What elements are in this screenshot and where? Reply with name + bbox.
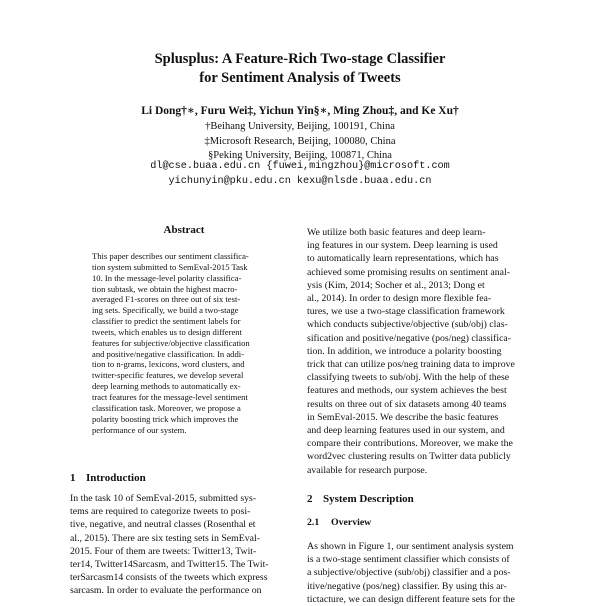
intro-line: al., 2015). There are six testing sets in SemEval-	[70, 532, 260, 544]
paragraph-line: ysis (Kim, 2014; Socher et al., 2013; Dong et	[307, 279, 485, 291]
abstract-line: classifier to predict the sentiment labels for	[92, 316, 241, 327]
abstract-line: averaged F1-scores on three out of six test-	[92, 294, 241, 305]
affiliation: †Beihang University, Beijing, 100191, China	[205, 121, 395, 132]
section-number: 2	[307, 493, 313, 505]
abstract-line: tion system submitted to SemEval-2015 Task	[92, 261, 248, 272]
abstract-line: 10. In the message-level polarity classifica-	[92, 272, 242, 283]
overview-line: As shown in Figure 1, our sentiment analysis system	[307, 541, 514, 552]
abstract-line: twitter-specific features, we develop several	[92, 370, 244, 381]
paper-title	[0, 50, 600, 88]
intro-line: sarcasm. In order to evaluate the performance on	[70, 585, 262, 597]
paragraph-line: classifying tweets to sub/obj. With the help of these	[307, 372, 510, 384]
paragraph-line: al., 2014). In order to design more flexible fea-	[307, 293, 492, 305]
intro-line: ter14, Twitter14Sarcasm, and Twitter15. The Twit-	[70, 559, 269, 571]
abstract-body	[92, 251, 276, 435]
paragraph-line: available for research purpose.	[307, 464, 428, 476]
system-heading	[307, 493, 414, 505]
paragraph-line: tures, we use a two-stage classification framework	[307, 306, 505, 318]
abstract-line: This paper describes our sentiment classifica-	[92, 251, 249, 261]
paragraph-line: tion. In addition, we introduce a polarity boosting	[307, 345, 502, 357]
paragraph-line: in SemEval-2015. We describe the basic features	[307, 411, 499, 423]
right-column-body	[307, 226, 536, 477]
abstract-heading: Abstract	[163, 224, 205, 236]
overview-line: is a two-stage sentiment classifier which consists of	[307, 554, 510, 566]
affiliations	[0, 120, 600, 164]
overview-line: a subjective/objective (sub/obj) classifier and a pos-	[307, 567, 511, 579]
overview-line: tictacture, we can design different feature sets for the	[307, 593, 515, 605]
email-line: yichunyin@pku.edu.cn kexu@nlsde.buaa.edu.cn	[168, 175, 432, 187]
section-title: System Description	[323, 493, 414, 505]
title-line-2: for Sentiment Analysis of Tweets	[199, 70, 401, 86]
overview-body	[307, 540, 536, 606]
paragraph-line: word2vec clustering results on Twitter data publicly	[307, 451, 511, 463]
abstract-line: tract features for the message-level sentiment	[92, 391, 248, 402]
title-line-1: Splusplus: A Feature-Rich Two-stage Classifier	[154, 51, 446, 67]
intro-line: terSarcasm14 consists of the tweets which express	[70, 572, 268, 584]
paragraph-line: compare their contributions. Moreover, we make the	[307, 438, 513, 450]
intro-body	[70, 492, 298, 598]
paragraph-line: sification and positive/negative (pos/neg) classifica-	[307, 332, 512, 344]
abstract-line: classification task. Moreover, we propose a	[92, 402, 241, 413]
paragraph-line: trick that can utilize pos/neg training data to improve	[307, 359, 515, 371]
paragraph-line: and deep learning features used in our system, and	[307, 425, 505, 437]
affiliation: §Peking University, Beijing, 100871, China	[208, 150, 392, 161]
abstract-line: and positive/negative classification. In addi-	[92, 348, 245, 359]
abstract-line: performance of our system.	[92, 424, 187, 435]
paragraph-line: features and methods, our system achieves the best	[307, 385, 507, 397]
paragraph-line: achieved some promising results on sentiment anal-	[307, 266, 510, 278]
overview-heading	[307, 517, 371, 528]
emails	[0, 160, 600, 189]
section-title: Introduction	[86, 472, 146, 484]
subsection-title: Overview	[331, 517, 372, 528]
paragraph-line: We utilize both basic features and deep learn-	[307, 227, 486, 238]
paragraph-line: to automatically learn representations, which has	[307, 253, 499, 265]
overview-line: itive/negative (pos/neg) classifier. By using this ar-	[307, 580, 507, 592]
paragraph-line: ing features in our system. Deep learning is used	[307, 240, 498, 252]
intro-heading	[70, 472, 146, 484]
abstract-line: tweets, which enables us to design different	[92, 326, 242, 337]
intro-line: tive, negative, and neutral classes (Rosenthal et	[70, 519, 256, 531]
subsection-number: 2.1	[307, 517, 320, 528]
abstract-line: tion to n-grams, lexicons, word clusters, and	[92, 359, 245, 370]
abstract-line: polarity boosting trick which improves the	[92, 413, 239, 424]
affiliation: ‡Microsoft Research, Beijing, 100080, China	[204, 135, 396, 147]
paragraph-line: which conducts subjective/objective (sub/obj) clas-	[307, 319, 508, 331]
section-number: 1	[70, 472, 76, 484]
intro-line: In the task 10 of SemEval-2015, submitted sys-	[70, 493, 257, 504]
abstract-line: features for subjective/objective classification	[92, 337, 250, 348]
paragraph-line: results on three out of six datasets among 40 teams	[307, 398, 507, 410]
authors: Li Dong†∗, Furu Wei‡, Yichun Yin§∗, Ming Zhou‡, and Ke Xu†	[141, 105, 459, 117]
intro-line: 2015. Four of them are tweets: Twitter13, Twit-	[70, 545, 257, 557]
abstract-line: ing sets. Specifically, we build a two-stage	[92, 305, 239, 316]
email-line: dl@cse.buaa.edu.cn {fuwei,mingzhou}@microsoft.com	[150, 161, 450, 172]
abstract-line: deep learning methods to automatically ex-	[92, 381, 241, 392]
abstract-line: tion subtask, we obtain the highest macro-	[92, 283, 238, 294]
intro-line: tems are required to categorize tweets to posi-	[70, 506, 251, 518]
